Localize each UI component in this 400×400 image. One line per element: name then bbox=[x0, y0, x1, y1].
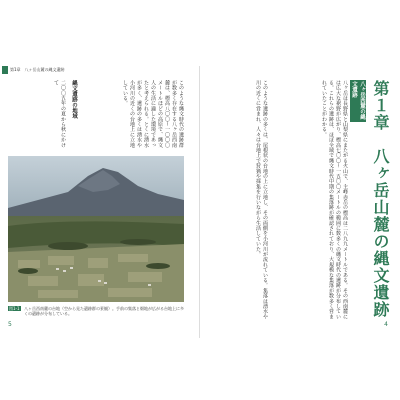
right-page bbox=[200, 66, 396, 338]
running-header: 第1章 八ヶ岳山麓の縄文遺跡 bbox=[10, 67, 65, 72]
header-marker bbox=[2, 66, 8, 74]
right-page-number: 4 bbox=[384, 321, 388, 328]
book-spread bbox=[2, 66, 396, 338]
photo-caption: 八ヶ岳西南麓の台地（空から見た遺跡群の景観）。手前の集落と畑地が広がる台地上に多くの遺跡が分布している。 bbox=[24, 306, 184, 316]
left-page-number: 5 bbox=[8, 321, 12, 328]
left-section-text: 二〇〇五年の夏から秋にかけて bbox=[53, 80, 66, 148]
chapter-title: 第１章 八ヶ岳山麓の縄文遺跡 bbox=[371, 80, 390, 318]
caption-label: 図1-1 bbox=[9, 306, 20, 311]
left-page bbox=[2, 66, 200, 338]
left-section-heading: 縄文遺跡の地域 bbox=[71, 80, 77, 119]
right-body-text: 八ヶ岳は長野県と山梨県にまたがる火山で、主峰赤岳の標高は二八九九メートルである。その西南麓には広大な裾野が広がり、標高七〇〇〜一五〇〇メートルの範囲に数多くの縄文時代の遺跡が分布している。これらの遺跡は、ほぼ全域で縄文時代中期の集落跡が確認されており、大規模な集落が数多く営まれていたことがわかる。 bbox=[321, 80, 348, 320]
aerial-photo bbox=[8, 156, 184, 302]
right-body-text-2: このような遺跡の多くは、尾根状の台地の上に立地し、その両側を小河川が流れている。集落は湧水や川の近くに営まれ、人々は台地上で狩猟や採集を行いながら生活していた。 bbox=[255, 80, 268, 320]
right-section-label: 八ヶ岳西麓の縄文遺跡 bbox=[350, 80, 366, 122]
left-body-text: このような縄文時代の遺跡群が数多く存在する八ヶ岳西南麓は、標高八〇〇〜一〇〇〇メートルほどの高原で、縄文人の生活に適した環境であったと考えられる。とくに湧水が多く、遺跡の多くは湧水や小河川の近くの台地上に立地している。 bbox=[122, 80, 184, 148]
